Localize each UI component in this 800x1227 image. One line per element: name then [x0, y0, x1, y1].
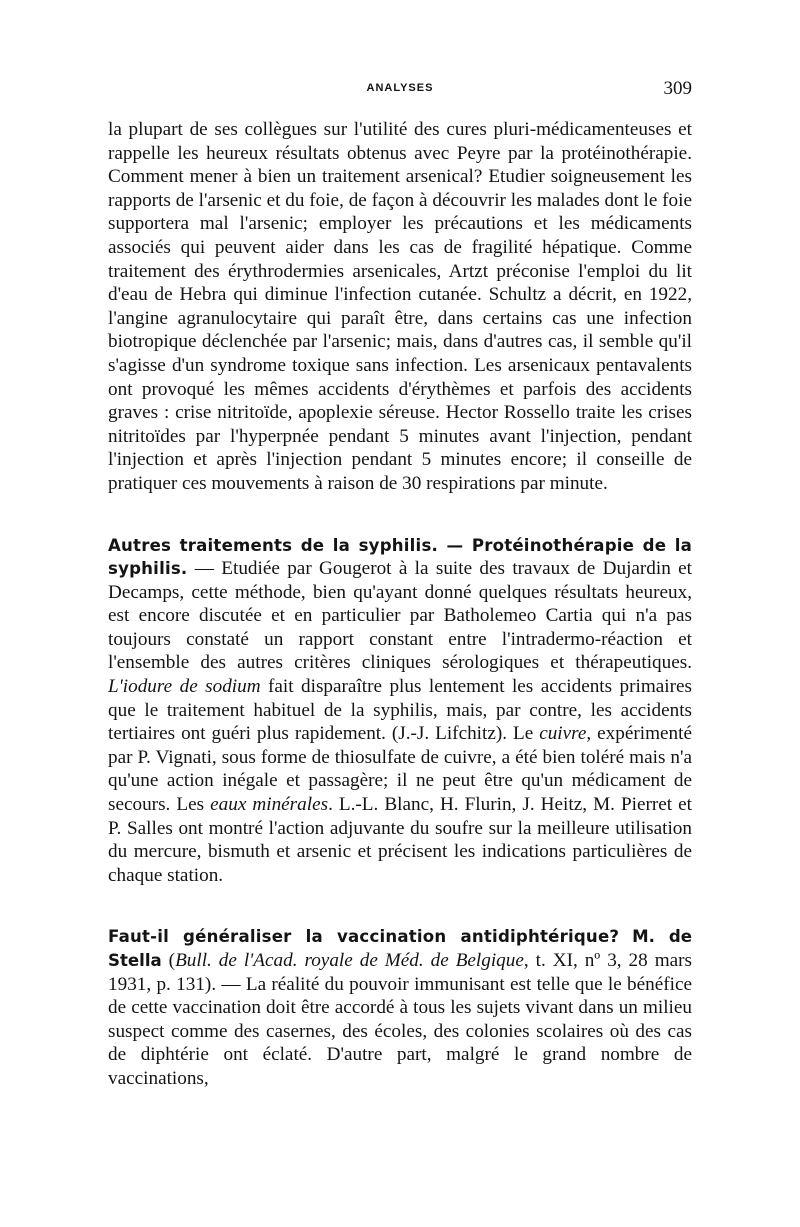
page-header — [108, 78, 692, 102]
journal-citation: Bull. de l'Acad. royale de Méd. de Belgique — [175, 950, 524, 971]
text-body — [108, 118, 692, 1091]
italic-term-eaux: eaux minérales — [210, 794, 329, 816]
section-title-syphilis: Autres traitements de la syphilis. — Protéinothérapie de la syphilis. — [108, 535, 692, 579]
paragraph-syphilis-treatments — [108, 534, 692, 888]
paragraph-text: — Etudiée par Gougerot à la suite des travaux de Dujardin et Decamps, cette méthode, bien qu'ayant donné quelques résultats heureux, est encore discutée et en particulier par Batholemeo Cartia qui n'a pas toujours constaté un rapport constant entre l'intradermo-réaction et l'ensemble des autres critères cliniques sérologiques et thérapeutiques. — [108, 558, 692, 674]
italic-term-iodure: L'iodure de sodium — [108, 676, 261, 698]
section-title-vaccination: Faut-il généraliser la vaccination antidiphtérique? — [108, 927, 620, 947]
paragraph-text: ( — [161, 950, 176, 971]
article-author: M. de Stella — [108, 927, 692, 970]
paragraph-text: . L.-L. Blanc, H. Flurin, J. Heitz, M. Pierret et P. Salles ont montré l'action adjuvante du soufre sur la meilleure utilisation du mercure, bismuth et arsenic et précisent les indications particulières de chaque station. — [108, 794, 692, 886]
paragraph-arsenic-treatment — [108, 118, 692, 496]
paragraph-text: fait disparaître plus lentement les accidents primaires que le traitement habituel de la syphilis, mais, par contre, les accidents tertiaires ont guéri plus rapidement. (J.-J. Lifchitz). Le — [108, 676, 692, 745]
paragraph-text: , expérimenté par P. Vignati, sous forme de thiosulfate de cuivre, a été bien toléré mais n'a qu'une action inégale et passagère; il ne peut être qu'un médicament de secours. Les — [108, 723, 692, 816]
paragraph-text: , t. XI, nº 3, 28 mars 1931, p. 131). — La réalité du pouvoir immunisant est telle que le bénéfice de cette vaccination doit être accordé à tous les sujets vivant dans un milieu suspect comme des casernes, des écoles, des colonies scolaires où des cas de diphtérie ont éclaté. D'autre part, malgré le grand nombre de vaccinations, — [108, 950, 692, 1089]
paragraph-text: la plupart de ses collègues sur l'utilité des cures pluri-médicamenteuses et rappelle les heureux résultats obtenus avec Peyre par la protéinothérapie. Comment mener à bien un traitement arsenical? Etudier soigneusement les rapports de l'arsenic et du foie, de façon à découvrir les malades dont le foie supportera mal l'arsenic; employer les précautions et les médicaments associés qui peuvent aider dans les cas de fragilité hépatique. Comme traitement des érythrodermies arsenicales, Artzt préconise l'emploi du lit d'eau de Hebra qui diminue l'infection cutanée. Schultz a décrit, en 1922, l'angine agranulocytaire qui paraît être, dans certains cas une infection biotropique déclenchée par l'arsenic; mais, dans d'autres cas, il semble qu'il s'agisse d'un syndrome toxique sans infection. Les arsenicaux pentavalents ont provoqué les mêmes accidents d'érythèmes et parfois des accidents graves : crise nitritoïde, apoplexie séreuse. Hector Rossello traite les crises nitritoïdes par l'hyperpnée pendant 5 minutes avant l'injection, pendant l'injection et après l'injection pendant 5 minutes encore; il conseille de pratiquer ces mouvements à raison de 30 respirations par minute. — [108, 119, 692, 494]
italic-term-cuivre: cuivre — [539, 723, 587, 745]
page-number: 309 — [663, 78, 692, 99]
paragraph-diphtheria-vaccination — [108, 925, 692, 1090]
running-head: ANALYSES — [366, 82, 434, 94]
